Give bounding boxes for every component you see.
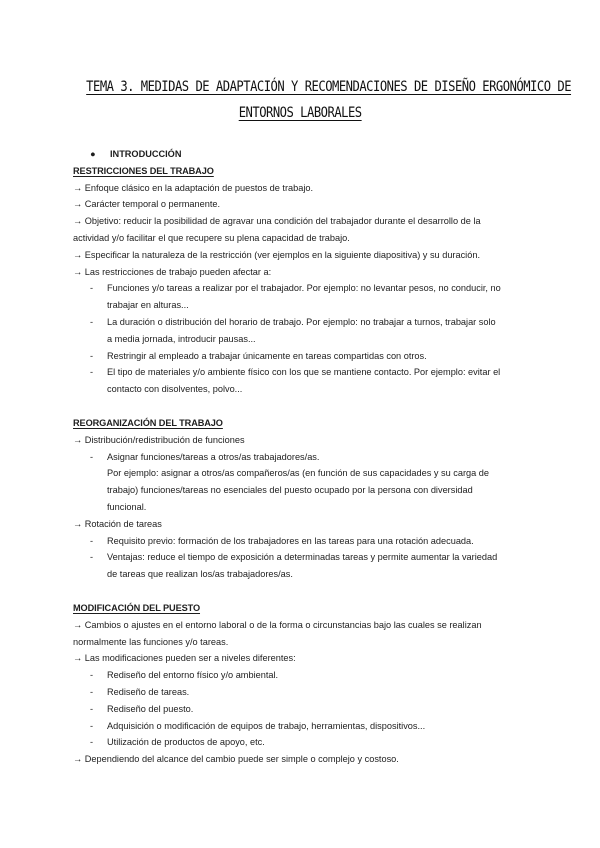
section-heading-reorganizacion: REORGANIZACIÓN DEL TRABAJO [73,417,223,428]
paragraph: → Cambios o ajustes en el entorno laboral o de la forma o circunstancias bajo las cuales se realizan [73,619,482,630]
paragraph: → Rotación de tareas [73,518,162,529]
intro-label: INTRODUCCIÓN [110,149,182,159]
list-item [73,533,533,550]
list-item [73,364,533,381]
section-heading-restricciones: RESTRICCIONES DEL TRABAJO [73,165,214,176]
dash-bullet: - [90,451,94,462]
dash-bullet: - [90,720,94,731]
bullet-icon: ● [90,149,96,159]
list-item-continuation: trabajo) funciones/tareas no esenciales del puesto ocupado por la persona con diversidad [107,485,473,496]
spacer [73,398,533,415]
list-item-continuation: trabajar en alturas... [107,300,189,311]
dash-bullet: - [90,552,94,563]
dash-bullet: - [90,686,94,697]
list-item [73,348,533,365]
paragraph-continuation: normalmente las funciones y/o tareas. [73,636,229,647]
list-item [73,667,533,684]
dash-bullet: - [90,316,94,327]
paragraph: → Especificar la naturaleza de la restricción (ver ejemplos en la siguiente diapositiva) y su duración. [73,249,480,260]
paragraph-continuation: actividad y/o facilitar el que recupere su plena capacidad de trabajo. [73,232,350,243]
list-item [73,684,533,701]
list-item [73,449,533,466]
intro-bullet [73,146,533,163]
paragraph: → Enfoque clásico en la adaptación de puestos de trabajo. [73,182,314,193]
list-item-continuation: de tareas que realizan los/as trabajadores/as. [107,569,293,580]
dash-bullet: - [90,350,94,361]
list-item-text: Utilización de productos de apoyo, etc. [107,737,265,748]
list-item-text: Restringir al empleado a trabajar únicamente en tareas compartidas con otros. [107,350,427,361]
list-item-text: Adquisición o modificación de equipos de trabajo, herramientas, dispositivos... [107,720,426,731]
document-body [73,146,533,768]
page-title [40,74,572,126]
list-item [73,734,533,751]
list-item-text: Rediseño del puesto. [107,703,194,714]
dash-bullet: - [90,535,94,546]
list-item-text: Rediseño de tareas. [107,686,190,697]
paragraph: → Dependiendo del alcance del cambio puede ser simple o complejo y costoso. [73,754,399,765]
dash-bullet: - [90,703,94,714]
list-item-text: Rediseño del entorno físico y/o ambiental. [107,670,279,681]
paragraph: → Las modificaciones pueden ser a niveles diferentes: [73,653,296,664]
section-heading-modificacion: MODIFICACIÓN DEL PUESTO [73,602,201,613]
list-item [73,701,533,718]
list-item [73,314,533,331]
title-line-2: ENTORNOS LABORALES [238,105,362,121]
list-item [73,718,533,735]
title-line-1: TEMA 3. MEDIDAS DE ADAPTACIÓN Y RECOMENDACIONES DE DISEÑO ERGONÓMICO DE [86,79,572,95]
paragraph: → Carácter temporal o permanente. [73,199,221,210]
dash-bullet: - [90,283,94,294]
spacer [73,583,533,600]
dash-bullet: - [90,367,94,378]
list-item-text: La duración o distribución del horario de trabajo. Por ejemplo: no trabajar a turnos, trabajar solo [107,316,496,327]
list-item-text: Funciones y/o tareas a realizar por el trabajador. Por ejemplo: no levantar pesos, no conducir, no [107,283,501,294]
list-item-text: Asignar funciones/tareas a otros/as trabajadores/as. [107,451,320,462]
list-item-text: El tipo de materiales y/o ambiente físico con los que se mantiene contacto. Por ejemplo: evitar el [107,367,501,378]
paragraph: → Distribución/redistribución de funciones [73,434,245,445]
list-item-text: Ventajas: reduce el tiempo de exposición a determinadas tareas y permite aumentar la variedad [107,552,498,563]
list-item [73,280,533,297]
list-item-continuation: a media jornada, introducir pausas... [107,333,256,344]
list-item-continuation: contacto con disolventes, polvo... [107,384,243,395]
list-item-continuation: Por ejemplo: asignar a otros/as compañeros/as (en función de sus capacidades y su carga de [107,468,490,479]
list-item [73,549,533,566]
paragraph: → Objetivo: reducir la posibilidad de agravar una condición del trabajador durante el desarrollo de la [73,216,481,227]
paragraph: → Las restricciones de trabajo pueden afectar a: [73,266,272,277]
list-item-text: Requisito previo: formación de los trabajadores en las tareas para una rotación adecuada. [107,535,474,546]
dash-bullet: - [90,737,94,748]
dash-bullet: - [90,670,94,681]
list-item-continuation: funcional. [107,501,147,512]
